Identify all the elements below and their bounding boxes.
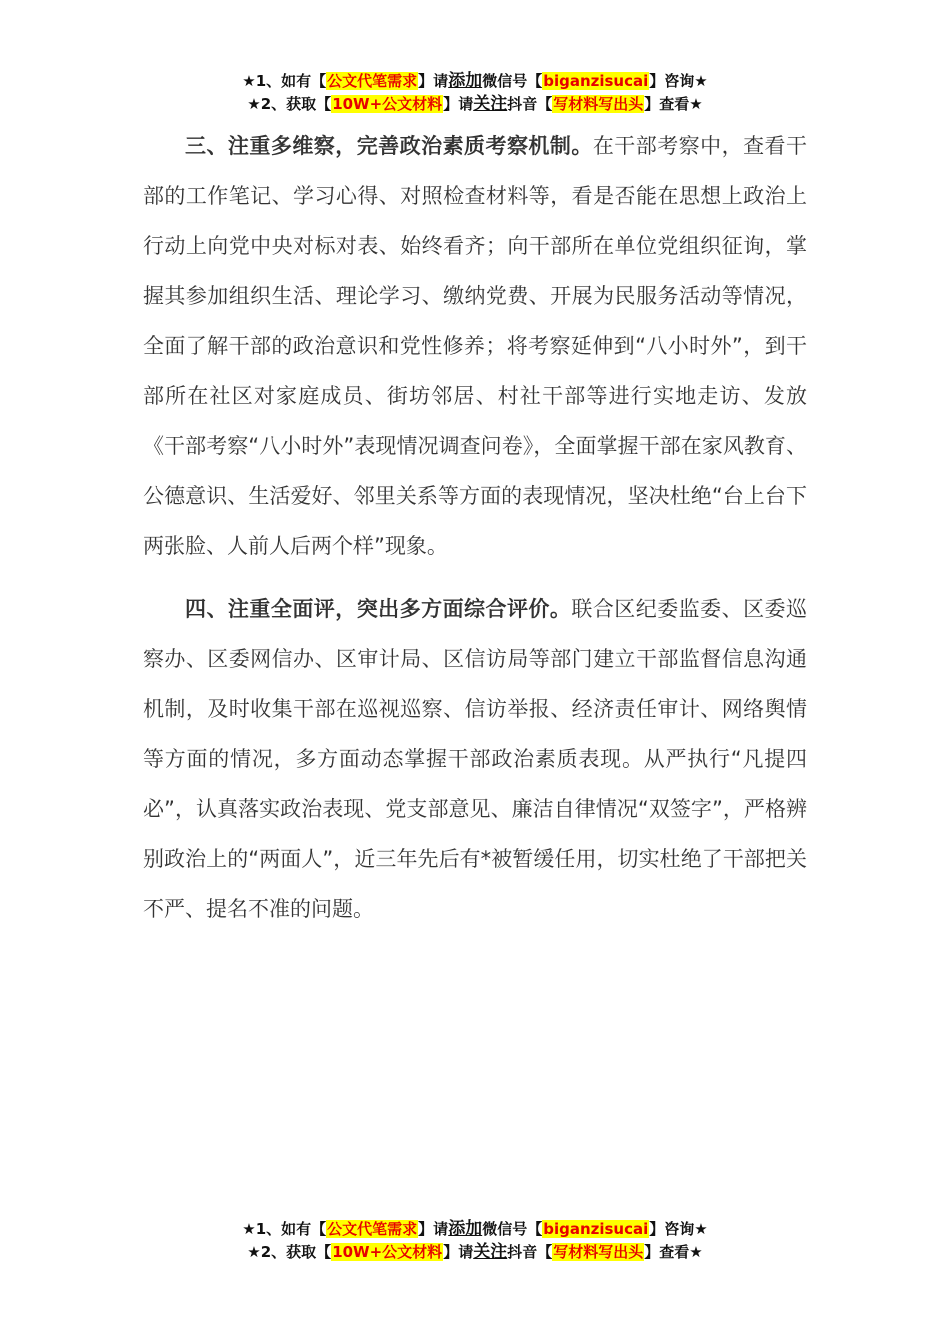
banner-text: 】咨询★ <box>649 72 708 90</box>
banner-text: 】查看★ <box>644 1243 703 1261</box>
banner-emphasis: 关注 <box>473 94 508 114</box>
paragraph-heading: 四、注重全面评，突出多方面综合评价。 <box>185 597 572 621</box>
banner-highlight: 10W+公文材料 <box>332 95 443 113</box>
paragraph-text: 联合区纪委监委、区委巡察办、区委网信办、区审计局、区信访局等部门建立干部监督信息沟通机制，及时收集干部在巡视巡察、信访举报、经济责任审计、网络舆情等方面的情况，多方面动态掌握干部政治素质表现。从严执行“凡提四必”，认真落实政治表现、党支部意见、廉洁自律情况“双签字”，严格辨别政治上的“两面人”，近三年先后有*被暂缓任用，切实杜绝了干部把关不严、提名不准的问题。 <box>143 597 808 921</box>
banner-text: 】查看★ <box>644 95 703 113</box>
banner-highlight: 公文代笔需求 <box>327 72 418 90</box>
paragraph-section-4 <box>143 584 807 934</box>
banner-text: ★1、如有【 <box>242 72 327 90</box>
banner-highlight: 写材料写出头 <box>553 1243 644 1261</box>
paragraph-text: 在干部考察中，查看干部的工作笔记、学习心得、对照检查材料等，看是否能在思想上政治上行动上向党中央对标对表、始终看齐；向干部所在单位党组织征询，掌握其参加组织生活、理论学习、缴纳党费、开展为民服务活动等情况，全面了解干部的政治意识和党性修养；将考察延伸到“八小时外”，到干部所在社区对家庭成员、街坊邻居、村社干部等进行实地走访、发放《干部考察“八小时外”表现情况调查问卷》，全面掌握干部在家风教育、公德意识、生活爱好、邻里关系等方面的表现情况，坚决杜绝“台上台下两张脸、人前人后两个样”现象。 <box>143 134 808 558</box>
banner-highlight: biganzisucai <box>543 72 649 90</box>
paragraph-section-3 <box>143 121 807 571</box>
banner-highlight: 10W+公文材料 <box>332 1243 443 1261</box>
banner-text: 】请 <box>418 72 449 90</box>
banner-highlight: biganzisucai <box>543 1220 649 1238</box>
banner-text: 抖音【 <box>507 1243 553 1261</box>
banner-text: 】请 <box>443 1243 474 1261</box>
banner-line-1 <box>0 1218 950 1241</box>
banner-text: ★2、获取【 <box>247 95 332 113</box>
footer-banner <box>0 1218 950 1264</box>
banner-emphasis: 添加 <box>448 1219 483 1239</box>
banner-text: 抖音【 <box>507 95 553 113</box>
banner-text: 】请 <box>443 95 474 113</box>
banner-emphasis: 添加 <box>448 71 483 91</box>
banner-text: 】咨询★ <box>649 1220 708 1238</box>
banner-emphasis: 关注 <box>473 1242 508 1262</box>
paragraph-heading: 三、注重多维察，完善政治素质考察机制。 <box>185 134 593 158</box>
banner-text: ★2、获取【 <box>247 1243 332 1261</box>
banner-line-2 <box>0 93 950 116</box>
banner-text: 】请 <box>418 1220 449 1238</box>
document-body <box>143 121 807 934</box>
banner-text: 微信号【 <box>482 72 543 90</box>
header-banner <box>0 70 950 116</box>
banner-highlight: 公文代笔需求 <box>327 1220 418 1238</box>
banner-text: ★1、如有【 <box>242 1220 327 1238</box>
banner-line-2 <box>0 1241 950 1264</box>
banner-line-1 <box>0 70 950 93</box>
banner-highlight: 写材料写出头 <box>553 95 644 113</box>
banner-text: 微信号【 <box>482 1220 543 1238</box>
